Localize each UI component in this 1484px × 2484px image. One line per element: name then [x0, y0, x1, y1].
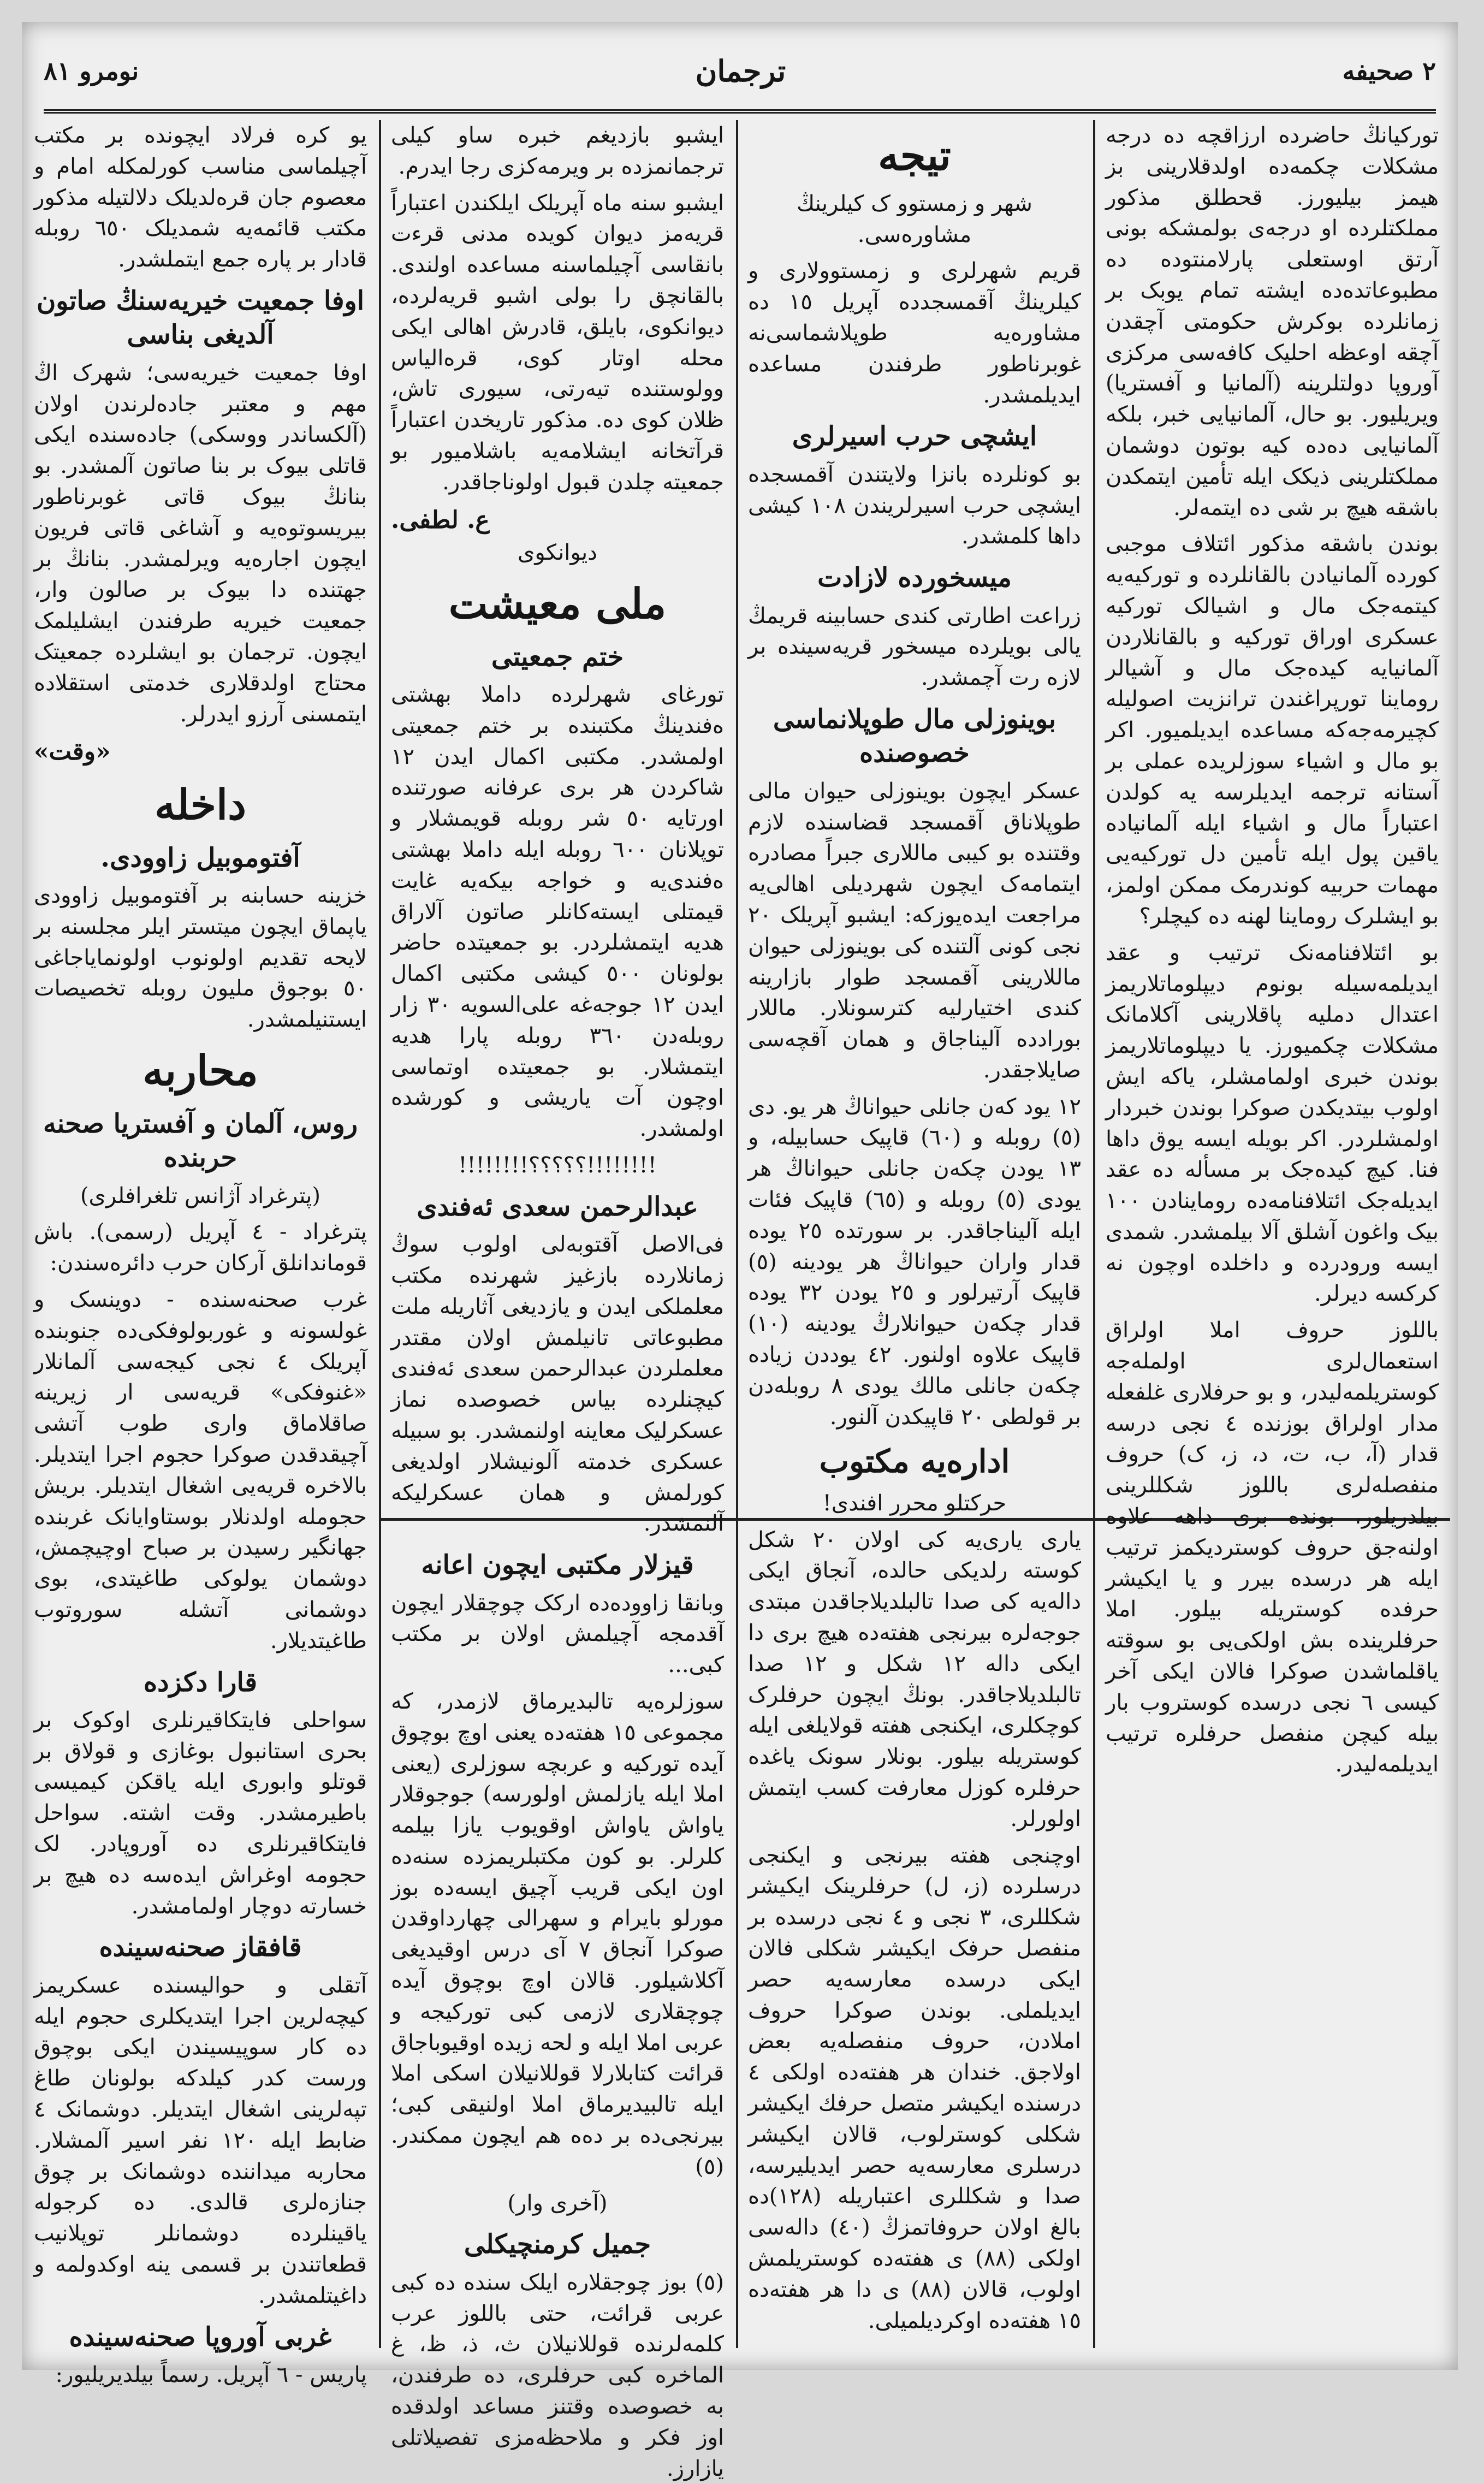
- masthead: [44, 33, 1436, 114]
- col4-paragraph-5: غرب صحنه‌سنده - دوینسک و غولسونه و غوربولوفکی‌ده جنوبنده آپریلک ٤ نجی کیجه‌سی آلمانلار «غنوفکی» قریه‌سی ار زیرینه صاقلاماق واری طوب آتشی آچیقدقدن صوکرا حجوم اجرا ایتدیلر. بالاخره قریه‌یی اشغال ایتدیلر. بریش حجومله اولدنلار بوستاوایانک غربنده جهانگیر رسیدن بر صباح اوچیچمش، دوشمان یولوکی طاغیتدی، بوی دوشمانی آتشله سوروتوب طاغیتدیلار.: [34, 1287, 367, 1653]
- col2-paragraph-5: ١٢ یود که‌ن جانلی حیواناڭ هر یو. دی (٥) روبله و (٦٠) قاپیک حسابیله، و ١٣ یودن چکه‌ن جانلی حیواناڭ هر یودی (٥) روبله و (٦٥) قاپیک فئات ایله آلیناجاقدر. بر سورتده ٢٥ یوده قدار واران حیواناڭ هر یودینه (٥) قاپیک آرتیرلور و ٢٥ یودن ٣٢ یوده قدار چکه‌ن حیوانلارڭ یودینه (١٠) قاپیک علاوه اولنور. ٤٢ یوددن زیاده چکه‌ن جانلی مالك یودی ٨ روبله‌دن بر قولطی ٢٠ قاپیکدن آلنور.: [748, 1094, 1081, 1430]
- heading-cattle: بوینوزلی مال طوپلانماسی خصوصنده: [773, 703, 1056, 769]
- col4-paragraph-6: سواحلی فایتکاقیرنلری اوکوک بر بحری استانبول بوغازی و قولاق بر قوتلو وابوری ایله یاقکن کیمیسی باطیرمشدر. وقت اشته. سواحل فایتکاقیرنلری ده آوروپادر. لک حجومه اوغراش ایده‌سه ده هیچ بر خسارته دوچار اولمامشدر.: [34, 1707, 367, 1919]
- heading-western-europe: غربی آوروپا صحنه‌سینده: [69, 2321, 332, 2352]
- agency-note: (پترغراد آژانس تلغرافلری): [80, 1183, 321, 1208]
- column-1: [1106, 120, 1439, 2348]
- section-heading-national-life: ملی معیشت: [448, 579, 667, 628]
- page-number: ٢ صحيفه: [1342, 56, 1436, 86]
- col3-paragraph-1: ایشبو بازدیغم خبره ساو کیلی ترجمانمزده بر ویرمه‌کزی رجا ایدرم.: [391, 123, 724, 179]
- col4-paragraph-8: پاریس - ٦ آپریل. رسماً بیلدیریلیور:: [55, 2362, 367, 2388]
- col3-paragraph-2: ایشبو سنه ماه آپریلک ایلکندن اعتباراً قریه‌مز دیوان کویده مدنی قرءت بانقاسی آچیلماسنه مساعده اولندی. بالقانچق را بولی اشبو قریه‌لرده، دیوانکوی، بایلق، قادرش اهالی ایکی محله اوتار کوی، قره‌الیاس وولوستنده تیه‌رتی، سیوری تاش، ظلان کوی ده. مذکور تاریخدن اعتباراً قرآتخانه ایشلامه‌یه باشلامیور بو جمعیته چلدن قبول اولوناجاقدر.: [391, 190, 724, 495]
- heading-khatm: ختم جمعیتی: [491, 641, 624, 672]
- heading-caucasus: قافقاز صحنه‌سینده: [99, 1932, 302, 1963]
- section-heading-domestic: داخله: [155, 780, 246, 829]
- heading-war-prisoners: ایشچی حرب اسیرلری: [792, 421, 1037, 452]
- col1-paragraph-1: تورکیانڭ حاضرده ارزاقچه ده درجه مشکلات چکمه‌ده اولدقلارینی بز هیمز بیلیورز. قحطلق مذکور مملکتلرده او درجه‌ی بولمشکه بونی آرتق اوستعلی پارلامنتوده ده مطبوعاتده‌ده ایشته تمام یوبک بر زمانلرده بوکرش حکومتی آچقدن آچقه اوعظه احلیک کافه‌سی مرکزی آوروپا دولتلرینه (آلمانیا و آفستریا) ویریلیور. بو حال، آلمانیایی خبر، بلکه آلمانیایی ده‌ده کیه بوتون دوشمان مملکتلرینی ذیکک ایله تأمین ایتمکدن باشقه هیچ بر شی ده ایتمه‌لر.: [1106, 123, 1439, 520]
- column-2: [748, 120, 1081, 2348]
- source-vakit: «وقت»: [34, 738, 111, 766]
- heading-abdurrahman: عبدالرحمن سعدی ئه‌فندی: [417, 1191, 698, 1222]
- heading-ufa-building: اوفا جمعیت خیریه‌سنڭ صاتون آلدیغی بناسی: [36, 285, 365, 351]
- column-3: [391, 120, 725, 2481]
- section-heading-news: تیجه: [878, 131, 951, 180]
- separator-ornament: !!!!!!!!؟؟؟؟؟!!!!!!!!: [458, 1152, 657, 1178]
- heading-war-theater: روس، آلمان و آفستریا صحنه حربنده: [43, 1108, 358, 1173]
- col3-paragraph-4: فی‌الاصل آقتوبه‌لی اولوب سوڭ زمانلارده بازغیز شهرنده مکتب معلملکی ایدن و یازدیغی آثاریله ملت مطبوعاتی تانیلمش اولان مقتدر معلملردن عبدالرحمن سعدی ئه‌فندی کیچنلرده بیاس خصوصده نماز عسکرلیک معاینه اولنمشدر. بو سبیله عسکری خدمته آلونیشلار اولدیغی کورلمش و همان عسکرلیکه آلنمشدر.: [391, 1232, 724, 1537]
- column-rule-3: [379, 120, 381, 2348]
- column-4: [34, 120, 367, 2388]
- col4-paragraph-2: اوفا جمعیت خیریه‌سی؛ شهرک اڭ مهم و معتبر جاده‌لرندن اولان (آلکساندر ووسکی) جاده‌سنده ایکی قاتلی بیوک بر بنا صاتون آلمشدر. بو بنانڭ بیوک قاتی غوبرناطور بیریسوتوه‌یه و آشاغی قاتی فریون ایچون اجاره‌یه ویرلمشدر. بنانڭ بر جهتنده دا بیوک بر صالون وار، جمعیت خیریه طرفندن ایشلیلمک ایچون. ترجمان بو ایشلرده جمعیتک محتاج اولدقلاری خدمتی استقلاده ایتمسنی آرزو ایدرلر.: [34, 360, 367, 727]
- col4-paragraph-3: خزینه حسابنه بر آفتوموبیل زاوودی یاپماق ایچون میتستر ایلر مجلسنه بر لایحه تقدیم اولونوب اولونمایاجاغی ٥٠ بوجوق ملیون روبله تخصیصات ایستنیلمشدر.: [34, 882, 367, 1033]
- signature-jamil: جمیل کرمنچیکلی: [464, 2229, 651, 2260]
- signature-lutfi: ع. لطفی.: [391, 506, 490, 534]
- col3-paragraph-6: سوزلره‌یه تالبدیرماق لازمدر، که مجموعی ١٥ هفته‌ده یعنی اوچ بوچوق آیده تورکیه و عربچه سوزلری (یعنی املا ایله یازلمش اولورسه) جوجوقلار یاواش یاواش اوقویوب یازا بیلمه کلرلر. بو کون مکتبلریمزده سنه‌ده اون ایکی قریب آچیق ایسه‌ده بوز مورلو بایرام و سهرالی چهارداوقدن صوکرا آنجاق ٧ آی درس اوقیدیغی آکلاشیلور. قالان اوچ بوچوق آیده چوچقلاری لازمی کبی تورکیجه و عربی املا ایله و لحه زیده اوقیوباجاق قرائت کتابلارلا قوللانیلان اسکی املا ایله تالبیدیرماق املا اولنیقی کبی؛ بیرنجی‌ده بر ده‌ه هم ایچون ممکندر. (٥): [391, 1688, 724, 2179]
- signature-place: دیوانکوی: [518, 540, 597, 566]
- heading-automobile-factory: آفتوموبیل زاوودی.: [100, 842, 300, 873]
- column-rule-2: [736, 120, 738, 2348]
- column-rule-1: [1093, 120, 1095, 2348]
- col3-paragraph-5: وبانقا زاووده‌ده ارکک چوچقلار ایچون آقدمجه آچیلمش اولان بر مکتب کبی...: [391, 1590, 724, 1678]
- col2-paragraph-4: عسکر ایچون بوینوزلی حیوان مالی طوپلاناق آقمسجد قضاسنده لازم وقتنده بو کیبی ماللاری جبراً مصادره ایتمامه‌ک ایچون شهردیلی اهالی‌یه مراجعت ایده‌یوزکه: ایشبو آپریلک ٢٠ نجی کونی آلتنده کی بوینوزلی حیوان ماللارینی آقمسجد طوار بازارینه کندی اختیارلیه کترسونلار. ماللار بورادده آلیناجاق و همان آقچه‌سی صایلاجقدر.: [748, 778, 1081, 1083]
- col4-paragraph-1: یو کره فرلاد ایچونده بر مکتب آچیلماسی مناسب کورلمکله امام و معصوم جان قره‌لدیلک دلالتیله مذکور مکتب قائمه‌یه شمدیلک ٦٥٠ روبله قادار بر پاره جمع ایتملشدر.: [34, 123, 367, 272]
- col1-paragraph-2: بوندن باشقه مذکور ائتلاف موجبی کورده آلمانیادن بالقانلرده و تورکیه‌یه کیتمه‌جک مال و اشیالک تورکیه عسکری اوراق تورکیه و بالقانلاردن آلمانیایه کیده‌جک مال و آشیالر روماینا تورپراغندن ترانزیت اصولیله کچیرمه‌جه‌که مساعده ایدیلمیور. اکر بو مال و اشیاء سوزلریده عملی بر آستانه ترجمه ایدیلرسه یه کولدن اعتباراً مال و اشیاء ایله آلمانیاده یاقین پول ایله تأمین دل تورکیه‌یی مهمات حربیه کوندرمک ممکن اولمز، بو ایشلرک روماینا لهنه ده کیچلر؟: [1106, 531, 1439, 929]
- col3-paragraph-3: تورغای شهرلرده داملا بهشتی ه‌فندینڭ مکتبنده بر ختم جمعیتی اولمشدر. مکتبی اکمال ایدن ١٢ شاکردن هر بری عرفانه صورتنده اورتایه ٥٠ شر روبله قویمشلار و توپلانان ٦٠٠ روبله ایله داملا بهشتی ه‌فندی‌یه و خواجه بیکه‌یه غایت قیمتلی ایسته‌کانلر صاتون آلاراق هدیه ایتمشلردر. بو جمعیتده حاضر بولونان ٥٠٠ کیشی مکتبی اکمال ایدن ١٢ جوجه‌غه علی‌السویه ٣٠ زار روبله‌دن ٣٦٠ روبله پارا هدیه ایتمشلار. بو جمعیتده اوتماسی اوچون آت یاریشی و کورشده اولمشدر.: [391, 682, 725, 1142]
- news-subheading: شهر و زمستوو ک کیلرینڭ مشاوره‌سی.: [797, 191, 1032, 247]
- issue-number: نومرو ٨١: [44, 56, 139, 86]
- letter-salutation: حرکتلو محرر افندی!: [822, 1490, 1007, 1516]
- col4-paragraph-4: پترغراد - ٤ آپریل (رسمی). باش قوماندانلق آرکان حرب دائره‌سندن:: [34, 1219, 367, 1276]
- col2-paragraph-2: بو کونلرده بانزا ولایتندن آقمسجده ایشچی حرب اسیرلریندن ١٠٨ کیشی داها کلمشدر.: [748, 461, 1081, 549]
- heading-girls-school: قیزلار مکتبی ایچون اعانه: [421, 1550, 694, 1581]
- col4-paragraph-7: آتقلی و حوالیسنده عسکریمز کیچه‌لرین اجرا ایتدیکلری حجوم ایله ده کار سوپیسیندن ایکی بوچوق ورست کدر کیلدکه بولونان طاغ تپه‌لرینی اشغال ایتدیلر. دوشمانک ٤ ضابط ایله ١٢٠ نفر اسیر آلمشلار. محاربه میداننده دوشمانک بر چوق جنازه‌لری قالدی. ده کرجوله یاقینلرده دوشمانلر توپلانیب قطعاتندن بر قسمی ینه اوکدولمه و داغیتلمشدر.: [34, 1972, 367, 2308]
- col3-footnote: (٥) بوز چوجقلاره ایلک سنده ده کبی عربی قرائت، حتی باللوز عرب کلمه‌لرنده قوللانیلان ث، ذ، ظ، غ الماخره کبی حرفلری، ده طرفندن، به خصوصده وقتنز مساعد اولدقده اوز فکر و ملاحظه‌مزی تفصیلاتلی یازارز.: [391, 2269, 724, 2481]
- newspaper-page: [22, 22, 1458, 2481]
- col1-paragraph-4: باللوز حروف املا اولراق استعمال‌لری اولمله‌جه کوستریلمه‌لیدر، و بو حرفلاری غلفعله مدار اولراق بوزنده ٤ نجی درسه قدار (آ، ب، ت، د، ز، ک) حروف منفصله‌لری باللوز شکللرینی بیلدریلور، بونده بری داهه علاوه اولنه‌جق حروف کوستردیکمز ترتیب ایله هر درسده بیرر و یا ایکیشر حرفده کوستریله بیلور. املا حرفلرینده بش اولکی‌یی بو سوقته یاقلماشدن صوکرا فالان ایکی آخر کیسی ٦ نجی درسده کوستروب بار بیله کیچن منفصل حرفلره ترتیب ایدیلمه‌لیدر.: [1106, 1318, 1439, 1777]
- newspaper-title: ترجمان: [695, 54, 786, 88]
- to-be-continued: (آخری وار): [507, 2190, 608, 2216]
- col1-paragraph-3: بو ائتلافنامه‌نک ترتیب و عقد ایدیلمه‌سیله بونوم دیپلوماتلاریمز اعتدال دملیه پاقلارینی آکلامانک مشکلات چکمیورز. یا دیپلوماتلاریمز بوندن خبری اولمامشلر، یاکه ایش اولوب بیتدیکدن صوکرا بوندن خبردار اولمشلردر. اکر بویله ایسه یوق داها فنا. کیچ کیده‌جک بر مسأله ده عقد ایدیله‌جک ائتلافنامه‌ده روماینادن ١٠٠ بیک واغون آشلق آلا بیلمشدر. شمدی ایسه ورودرده و داخلده اوچون نه کرکسه دیرلر.: [1106, 940, 1439, 1307]
- col2-paragraph-3: زراعت اطارتی کندی حسابینه قریمڭ یالی بویلرده میسخور قریه‌سینده بر لازه رت آچمشدر.: [748, 603, 1081, 691]
- heading-letter: اداره‌یه مکتوب: [819, 1443, 1010, 1480]
- heading-misxor: میسخورده لازادت: [817, 562, 1012, 594]
- col2-paragraph-8: اوچنجی هفته بیرنجی و ایکنجی درسلرده (ز، ل) حرفلرینک ایکیشر شکللری، ۳ نجی و ٤ نجی درسده بر منفصل حرفک ایکیشر شکلی فالان ایکی درسده معارسه‌یه حصر ایدیلملی. بوندن صوکرا حروف املادن، حروف منفصله‌یه بعض اولاجق. خندان هر هفته‌ده اولکی ٤ درسنده ایکیشر متصل حرفك ایکیشر شکلی کوسترلوب، قالان ایکیشر درسلری معارسه‌یه حصر ایدیلیرسه، صدا و شکللری اعتباریله (١٢٨)ده بالغ اولان حروفاتمزڭ (٤٠) داله‌سی اولکی (٨٨) ی هفته‌ده کوستریلمش اولوب، قالان (٨٨) ی دا هر هفته‌ده ١٥ هفته‌ده اوکردیلمیلی.: [748, 1842, 1081, 2333]
- col2-paragraph-7: یاری یاری‌یه کی اولان ٢٠ شکل کوسته رلدیکی حالده، آنجاق ایکی داله‌یه کی صدا تالبلدیلاجاقدن مبتدی جوجه‌لره بیرنجی هفته‌ده هیچ بری دا ایکی داله ١٢ شکل و ١٢ صدا تالبلدیلاجاقدر. بونڭ ایچون حرفلرک کوچکلری، ایکنجی هفته قولایلغی ایله کوستریله بیلور. بونلار سونک یاغده حرفلره کوزل معارفت کسب ایتمش اولورلر.: [748, 1527, 1081, 1831]
- col2-paragraph-1: قریم شهرلری و زمستوولاری و کیلرینڭ آقمسجدده آپریل ١٥ ده مشاوره‌یه طوپلاشماسی‌نه غوبرناطور طرفندن مساعده ایدیلمشدر.: [748, 258, 1081, 408]
- section-heading-war: محاربه: [143, 1046, 258, 1095]
- heading-black-sea: قارا دکزده: [143, 1667, 258, 1698]
